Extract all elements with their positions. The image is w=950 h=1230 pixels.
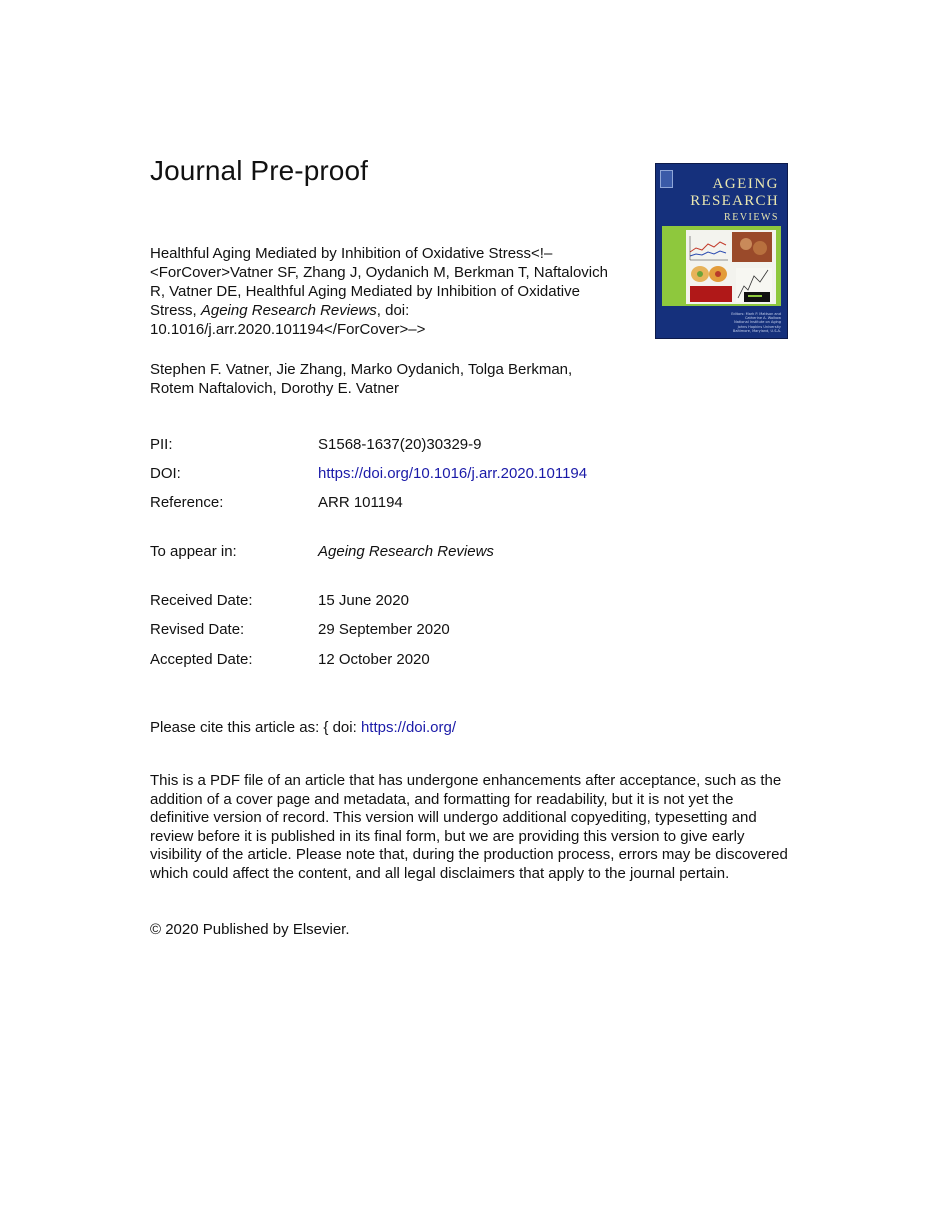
- revised-date-value: 29 September 2020: [318, 621, 450, 638]
- revised-date-row: [150, 620, 450, 639]
- cover-editor-list: [731, 312, 781, 333]
- appear-in-label: To appear in:: [150, 543, 237, 560]
- received-date-value: 15 June 2020: [318, 592, 409, 609]
- doi-label: DOI:: [150, 465, 181, 482]
- publisher-logo: [660, 170, 673, 188]
- disclaimer-paragraph: This is a PDF file of an article that has undergone enhancements after acceptance, such as the addition of a cover page and metadata, and formatting for readability, but it is not yet the definitive version of record. This version will undergo additional copyediting, typesetting and review before it is published in its final form, but we are providing this version to give early visibility of the article. Please note that, during the production process, errors may be discovered which could affect the content, and all legal disclaimers that apply to the journal pertain.: [150, 772, 788, 882]
- reference-value: ARR 101194: [318, 494, 403, 511]
- cover-title-line3: REVIEWS: [724, 212, 779, 223]
- cover-title-line2: RESEARCH: [690, 193, 779, 209]
- copyright-notice: © 2020 Published by Elsevier.: [150, 921, 350, 938]
- pii-label: PII:: [150, 436, 173, 453]
- cover-editor-line: National Institute on Aging: [734, 320, 781, 325]
- doi-link[interactable]: https://doi.org/10.1016/j.arr.2020.101194: [318, 465, 588, 482]
- accepted-date-row: [150, 650, 430, 669]
- reference-label: Reference:: [150, 494, 224, 511]
- doi-row: [150, 464, 587, 483]
- citation-doi-link[interactable]: https://doi.org/: [360, 719, 456, 736]
- cover-header: [656, 164, 787, 226]
- cover-footer: [656, 309, 787, 339]
- author-list: Stephen F. Vatner, Jie Zhang, Marko Oydanich, Tolga Berkman, Rotem Naftalovich, Dorothy E. Vatner: [150, 361, 573, 397]
- article-title: [150, 244, 620, 339]
- cover-editor-line: Johns Hopkins University: [737, 324, 781, 329]
- appear-in-row: [150, 542, 494, 561]
- cover-editor-line: Baltimore, Maryland, U.S.A.: [732, 328, 781, 333]
- cover-illustration: [686, 230, 776, 304]
- citation-line: [150, 718, 456, 737]
- reference-row: [150, 493, 403, 512]
- received-date-label: Received Date:: [150, 592, 253, 609]
- cover-artwork: [662, 226, 781, 306]
- pii-row: [150, 435, 481, 454]
- cover-editor-line: Catherine A. Wolkow: [744, 316, 781, 321]
- revised-date-label: Revised Date:: [150, 621, 245, 638]
- citation-prefix: Please cite this article as: { doi:: [150, 719, 361, 736]
- cover-editor-line: Editors: Mark P. Mattson and: [731, 312, 781, 316]
- cover-title-line1: AGEING: [712, 176, 779, 192]
- article-title-journal: Ageing Research Reviews: [200, 302, 377, 319]
- received-date-row: [150, 591, 409, 610]
- cover-art-panel: [686, 230, 776, 304]
- appear-in-value: Ageing Research Reviews: [318, 543, 494, 560]
- journal-cover-image: [655, 163, 788, 339]
- page-title: Journal Pre-proof: [150, 155, 369, 186]
- accepted-date-value: 12 October 2020: [318, 651, 430, 668]
- article-title-text: Healthful Aging Mediated by Inhibition of Oxidative Stress<!–<ForCover>Vatner SF, Zhang J, Oydanich M, Berkman T, Naftalovich R, Vatner DE, Healthful Aging Mediated by Inhibition of Oxidative Stress,: [150, 245, 608, 319]
- accepted-date-label: Accepted Date:: [150, 651, 253, 668]
- pii-value: S1568-1637(20)30329-9: [318, 436, 482, 453]
- article-title-doi: , doi: 10.1016/j.arr.2020.101194</ForCover>–>: [150, 302, 426, 338]
